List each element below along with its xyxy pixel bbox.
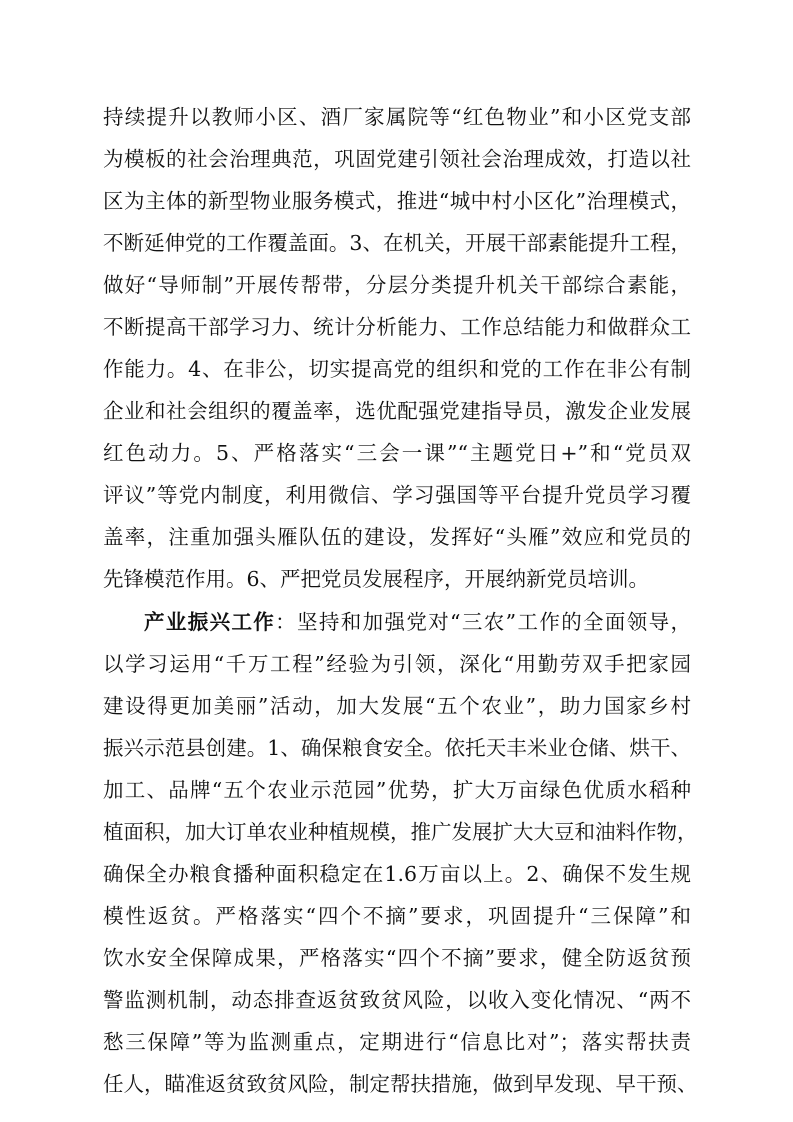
text-line: 加工、品牌“五个农业示范园”优势，扩大万亩绿色优质水稻种 (103, 778, 691, 802)
text-line: 建设得更加美丽”活动，加大发展“五个农业”，助力国家乡村 (103, 694, 691, 718)
text-line: 红色动力。5、严格落实“三会一课”“主题党日+”和“党员双 (103, 441, 691, 465)
text-line: 以学习运用“千万工程”经验为引领，深化“用勤劳双手把家园 (103, 652, 691, 676)
text-line: 植面积，加大订单农业种植规模，推广发展扩大大豆和油料作物， (103, 820, 698, 844)
text-line: 振兴示范县创建。1、确保粮食安全。依托天丰米业仓储、烘干、 (103, 736, 691, 760)
text-line: 先锋模范作用。6、严把党员发展程序，开展纳新党员培训。 (103, 567, 650, 591)
text-line: 评议”等党内制度，利用微信、学习强国等平台提升党员学习覆 (103, 483, 691, 507)
text-line: 盖率，注重加强头雁队伍的建设，发挥好“头雁”效应和党员的 (103, 525, 691, 549)
text-line: 警监测机制，动态排查返贫致贫风险，以收入变化情况、“两不 (103, 988, 691, 1012)
text-line: 饮水安全保障成果，严格落实“四个不摘”要求，健全防返贫预 (103, 946, 691, 970)
text-line: 为模板的社会治理典范，巩固党建引领社会治理成效，打造以社 (103, 147, 691, 171)
text-line: 做好“导师制”开展传帮带，分层分类提升机关干部综合素能， (103, 273, 691, 297)
section-heading: 产业振兴工作 (144, 610, 276, 634)
text-line: 愁三保障”等为监测重点，定期进行“信息比对”；落实帮扶责 (103, 1030, 691, 1054)
text-line: 确保全办粮食播种面积稳定在1.6万亩以上。2、确保不发生规 (103, 862, 691, 886)
text-line: 不断提高干部学习力、统计分析能力、工作总结能力和做群众工 (103, 315, 691, 339)
text-line: 持续提升以教师小区、酒厂家属院等“红色物业”和小区党支部 (103, 105, 691, 129)
text-line: 作能力。4、在非公，切实提高党的组织和党的工作在非公有制 (103, 357, 691, 381)
text-line: 不断延伸党的工作覆盖面。3、在机关，开展干部素能提升工程， (103, 231, 691, 255)
text-line: 模性返贫。严格落实“四个不摘”要求，巩固提升“三保障”和 (103, 904, 691, 928)
heading-line-text: ：坚持和加强党对“三农”工作的全面领导， (275, 610, 691, 634)
paragraph-first-line (144, 601, 691, 643)
text-line: 任人，瞄准返贫致贫风险，制定帮扶措施，做到早发现、早干预、 (103, 1072, 698, 1096)
text-line: 区为主体的新型物业服务模式，推进“城中村小区化”治理模式， (103, 189, 691, 213)
text-line: 企业和社会组织的覆盖率，选优配强党建指导员，激发企业发展 (103, 399, 691, 423)
